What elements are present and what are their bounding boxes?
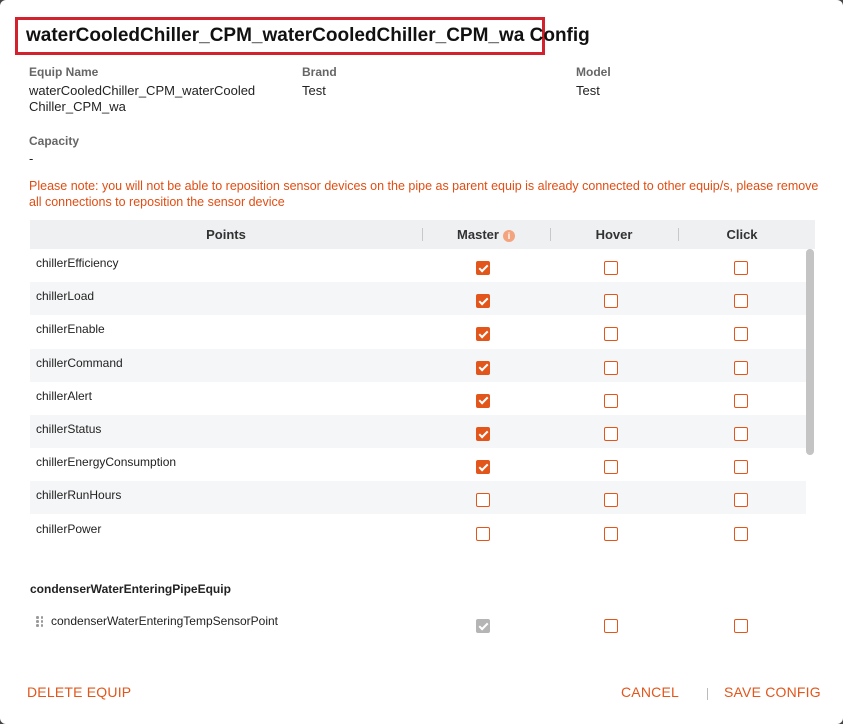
- capacity-label: Capacity: [29, 134, 80, 148]
- table-row: [30, 249, 806, 282]
- click-checkbox[interactable]: [734, 427, 748, 441]
- model-value: Test: [576, 83, 600, 98]
- info-icon[interactable]: i: [503, 230, 515, 242]
- point-label: chillerAlert: [36, 388, 93, 403]
- master-checkbox[interactable]: [476, 427, 490, 441]
- point-label: chillerEfficiency: [36, 256, 119, 270]
- table-row: [30, 382, 806, 415]
- click-column-header: Click: [726, 227, 758, 242]
- equip-name-value-line2: Chiller_CPM_wa: [29, 99, 126, 114]
- points-table-body: [30, 249, 806, 536]
- point-label: chillerPower: [36, 521, 102, 536]
- point-label: chillerStatus: [36, 422, 102, 436]
- hover-checkbox[interactable]: [604, 327, 618, 341]
- table-row: [30, 481, 806, 514]
- hover-checkbox[interactable]: [604, 460, 618, 474]
- brand-label: Brand: [302, 65, 337, 79]
- points-table-header: [30, 220, 815, 249]
- hover-checkbox[interactable]: [604, 261, 618, 275]
- click-checkbox[interactable]: [734, 619, 748, 633]
- drag-handle-icon[interactable]: [36, 616, 44, 626]
- table-row: [30, 448, 806, 481]
- point-label: chillerCommand: [36, 355, 123, 370]
- pipe-point-label: condenserWaterEnteringTempSensorPoint: [51, 614, 279, 628]
- footer-divider: [707, 688, 708, 700]
- hover-checkbox[interactable]: [604, 619, 618, 633]
- click-checkbox[interactable]: [734, 327, 748, 341]
- master-checkbox[interactable]: [476, 527, 490, 541]
- hover-column-header: Hover: [595, 227, 633, 242]
- hover-checkbox[interactable]: [604, 394, 618, 408]
- hover-checkbox[interactable]: [604, 527, 618, 541]
- equip-name-label: Equip Name: [29, 65, 99, 79]
- cancel-button[interactable]: CANCEL: [621, 684, 679, 700]
- point-label: chillerRunHours: [36, 488, 122, 503]
- delete-equip-button[interactable]: DELETE EQUIP: [27, 684, 132, 700]
- point-label: chillerEnergyConsumption: [36, 455, 177, 470]
- click-checkbox[interactable]: [734, 527, 748, 541]
- equip-name-value-line1: waterCooledChiller_CPM_waterCooled: [29, 83, 256, 98]
- points-column-header: Points: [206, 227, 246, 242]
- master-checkbox[interactable]: [476, 327, 490, 341]
- hover-checkbox[interactable]: [604, 427, 618, 441]
- dialog-title: waterCooledChiller_CPM_waterCooledChiller_CPM_wa Config: [26, 25, 590, 46]
- master-checkbox[interactable]: [476, 294, 490, 308]
- point-label: chillerEnable: [36, 322, 105, 337]
- master-checkbox[interactable]: [476, 460, 490, 474]
- click-checkbox[interactable]: [734, 261, 748, 275]
- pipe-point-row: [30, 608, 806, 641]
- hover-checkbox[interactable]: [604, 493, 618, 507]
- click-checkbox[interactable]: [734, 394, 748, 408]
- table-row: [30, 282, 806, 315]
- click-checkbox[interactable]: [734, 493, 748, 507]
- pipe-group-title: condenserWaterEnteringPipeEquip: [30, 582, 231, 596]
- table-row: [30, 415, 806, 448]
- table-row: [30, 349, 806, 382]
- master-checkbox[interactable]: [476, 619, 490, 633]
- dialog-title-box: [15, 17, 590, 55]
- click-checkbox[interactable]: [734, 361, 748, 375]
- table-scrollbar[interactable]: [806, 249, 814, 455]
- model-label: Model: [576, 65, 611, 79]
- hover-checkbox[interactable]: [604, 294, 618, 308]
- master-checkbox[interactable]: [476, 493, 490, 507]
- capacity-value: -: [29, 151, 34, 166]
- click-checkbox[interactable]: [734, 294, 748, 308]
- master-checkbox[interactable]: [476, 361, 490, 375]
- master-column-header: [422, 220, 550, 249]
- master-checkbox[interactable]: [476, 394, 490, 408]
- master-header-label: Master: [457, 227, 499, 242]
- table-row: [30, 515, 806, 548]
- table-row: [30, 315, 806, 348]
- hover-checkbox[interactable]: [604, 361, 618, 375]
- point-label: chillerLoad: [36, 289, 95, 304]
- click-checkbox[interactable]: [734, 460, 748, 474]
- master-checkbox[interactable]: [476, 261, 490, 275]
- brand-value: Test: [302, 83, 326, 98]
- reposition-note: Please note: you will not be able to reposition sensor devices on the pipe as parent equip is already connected to other equip/s, please remove all connections to reposition the sensor device: [29, 179, 819, 209]
- save-config-button[interactable]: SAVE CONFIG: [724, 684, 821, 700]
